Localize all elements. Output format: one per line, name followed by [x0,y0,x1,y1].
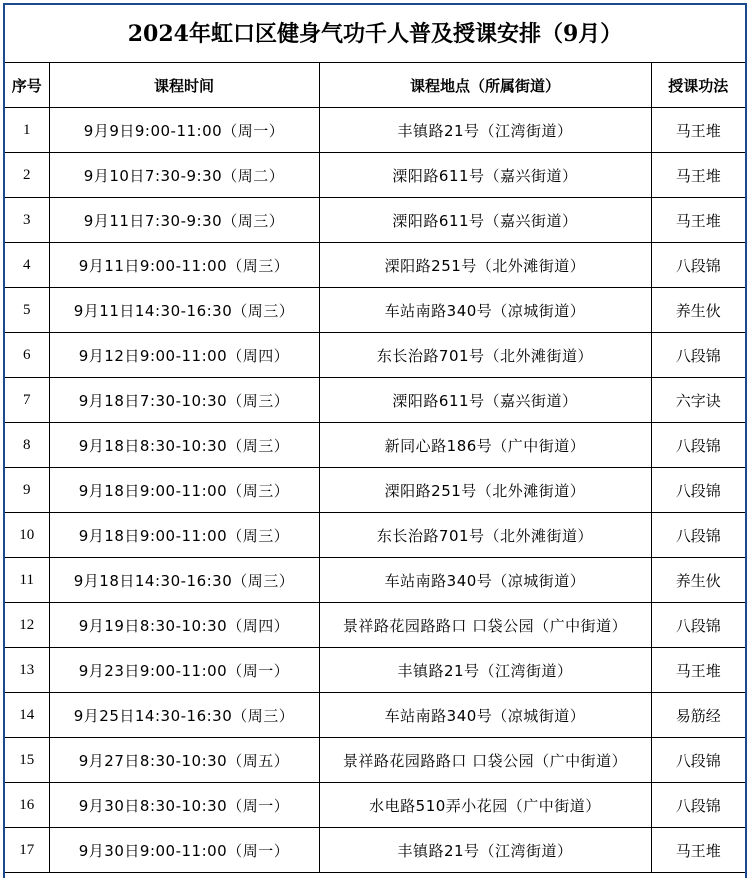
table-row [5,828,745,873]
table-row [5,603,745,648]
row-method: 八段锦 [651,333,745,378]
row-time: 9月19日8:30-10:30（周四） [49,603,319,648]
row-method: 六字诀 [651,378,745,423]
table-row [5,738,745,783]
row-location: 车站南路340号（凉城街道） [319,288,651,333]
row-location: 溧阳路251号（北外滩街道） [319,468,651,513]
header-location: 课程地点（所属街道） [319,63,651,108]
row-time: 9月18日9:00-11:00（周三） [49,468,319,513]
table-row [5,378,745,423]
row-number: 7 [5,378,49,423]
table-row [5,198,745,243]
row-number: 8 [5,423,49,468]
table-row [5,288,745,333]
row-number: 16 [5,783,49,828]
row-location: 景祥路花园路路口 口袋公园（广中街道） [319,603,651,648]
row-time: 9月10日7:30-9:30（周二） [49,153,319,198]
row-time: 9月18日8:30-10:30（周三） [49,423,319,468]
row-number: 3 [5,198,49,243]
row-location: 丰镇路21号（江湾街道） [319,828,651,873]
row-number: 6 [5,333,49,378]
row-time: 9月23日9:00-11:00（周一） [49,648,319,693]
row-location: 溧阳路611号（嘉兴街道） [319,378,651,423]
row-location: 溧阳路611号（嘉兴街道） [319,153,651,198]
row-time: 9月9日9:00-11:00（周一） [49,108,319,153]
row-time: 9月11日9:00-11:00（周三） [49,243,319,288]
table-row [5,423,745,468]
row-location: 溧阳路611号（嘉兴街道） [319,198,651,243]
row-time: 9月18日7:30-10:30（周三） [49,378,319,423]
row-method: 八段锦 [651,738,745,783]
table-row [5,513,745,558]
row-time: 9月18日9:00-11:00（周三） [49,513,319,558]
table-row [5,108,745,153]
row-number: 4 [5,243,49,288]
row-number: 5 [5,288,49,333]
row-method: 八段锦 [651,423,745,468]
row-location: 水电路510弄小花园（广中街道） [319,783,651,828]
row-method: 马王堆 [651,153,745,198]
row-number: 17 [5,828,49,873]
row-number: 11 [5,558,49,603]
header-method: 授课功法 [651,63,745,108]
row-method: 八段锦 [651,468,745,513]
row-location: 东长治路701号（北外滩街道） [319,513,651,558]
table-row [5,243,745,288]
row-time: 9月30日9:00-11:00（周一） [49,828,319,873]
row-method: 八段锦 [651,243,745,288]
page-title: 2024年虹口区健身气功千人普及授课安排（9月） [5,5,745,63]
table-row [5,783,745,828]
header-row [5,63,745,108]
row-location: 新同心路186号（广中街道） [319,423,651,468]
table-row [5,693,745,738]
row-time: 9月25日14:30-16:30（周三） [49,693,319,738]
row-number: 9 [5,468,49,513]
row-method: 养生伙 [651,288,745,333]
schedule-sheet [3,3,747,878]
row-number: 1 [5,108,49,153]
table-row [5,153,745,198]
row-location: 丰镇路21号（江湾街道） [319,648,651,693]
row-method: 马王堆 [651,648,745,693]
table-body [5,108,745,873]
row-method: 八段锦 [651,513,745,558]
row-number: 14 [5,693,49,738]
row-time: 9月27日8:30-10:30（周五） [49,738,319,783]
row-method: 马王堆 [651,198,745,243]
row-method: 马王堆 [651,828,745,873]
row-time: 9月18日14:30-16:30（周三） [49,558,319,603]
row-number: 2 [5,153,49,198]
table-row [5,333,745,378]
table-row [5,558,745,603]
row-time: 9月11日7:30-9:30（周三） [49,198,319,243]
row-location: 景祥路花园路路口 口袋公园（广中街道） [319,738,651,783]
row-time: 9月11日14:30-16:30（周三） [49,288,319,333]
table-row [5,468,745,513]
row-location: 溧阳路251号（北外滩街道） [319,243,651,288]
row-number: 15 [5,738,49,783]
header-number: 序号 [5,63,49,108]
row-method: 八段锦 [651,603,745,648]
row-number: 13 [5,648,49,693]
header-time: 课程时间 [49,63,319,108]
schedule-table [5,63,745,873]
row-method: 养生伙 [651,558,745,603]
row-time: 9月12日9:00-11:00（周四） [49,333,319,378]
row-method: 易筋经 [651,693,745,738]
row-number: 10 [5,513,49,558]
row-number: 12 [5,603,49,648]
row-location: 车站南路340号（凉城街道） [319,558,651,603]
row-location: 车站南路340号（凉城街道） [319,693,651,738]
row-method: 八段锦 [651,783,745,828]
row-location: 东长治路701号（北外滩街道） [319,333,651,378]
row-time: 9月30日8:30-10:30（周一） [49,783,319,828]
row-method: 马王堆 [651,108,745,153]
row-location: 丰镇路21号（江湾街道） [319,108,651,153]
table-row [5,648,745,693]
